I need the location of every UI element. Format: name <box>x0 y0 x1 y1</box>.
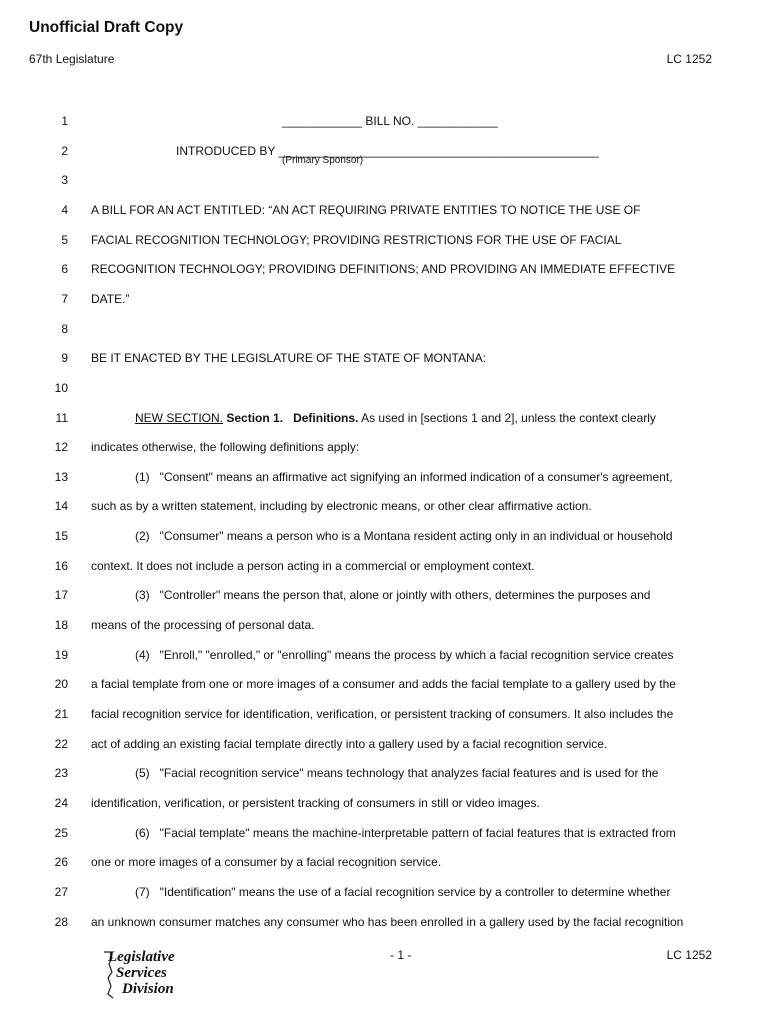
bill-line <box>0 144 770 162</box>
line-text: RECOGNITION TECHNOLOGY; PROVIDING DEFINITIONS; AND PROVIDING AN IMMEDIATE EFFECTIVE <box>91 262 676 277</box>
line-number: 20 <box>54 677 68 692</box>
primary-sponsor-note: (Primary Sponsor) <box>282 155 364 166</box>
line-number: 6 <box>61 262 68 277</box>
line-number: 8 <box>61 321 68 336</box>
line-number: 14 <box>54 499 68 514</box>
bill-line <box>0 233 770 251</box>
new-section-label: NEW SECTION. <box>135 410 224 425</box>
bill-line <box>0 885 770 903</box>
line-text: facial recognition service for identification, verification, or persistent tracking of consumers. It also includes the <box>91 707 674 721</box>
line-text: (6) "Facial template" means the machine-interpretable pattern of facial features that is extracted from <box>135 825 676 840</box>
lc-number-top: LC 1252 <box>666 52 712 66</box>
bill-line <box>0 737 770 755</box>
bill-line <box>0 766 770 784</box>
line-number: 27 <box>54 884 68 899</box>
line-text: such as by a written statement, including by electronic means, or other clear affirmative action. <box>91 499 592 514</box>
page-number: - 1 - <box>390 948 412 962</box>
line-text: context. It does not include a person acting in a commercial or employment context. <box>91 558 535 573</box>
line-text: a facial template from one or more images of a consumer and adds the facial template to a gallery used by the <box>91 677 676 692</box>
line-number: 15 <box>54 529 68 544</box>
bill-line <box>0 559 770 577</box>
bill-line <box>0 292 770 310</box>
bill-line <box>0 677 770 695</box>
line-number: 16 <box>54 558 68 573</box>
bill-line <box>0 351 770 369</box>
line-number: 3 <box>61 173 68 188</box>
bill-number: ____________ BILL NO. ____________ <box>282 114 498 128</box>
line-text: means of the processing of personal data. <box>91 618 315 633</box>
lc-number-bottom: LC 1252 <box>666 948 712 962</box>
draft-title: Unofficial Draft Copy <box>29 19 184 36</box>
line-text: (1) "Consent" means an affirmative act signifying an informed indication of a consumer's agreement, <box>135 469 673 484</box>
bill-line <box>0 173 770 191</box>
line-number: 13 <box>54 469 68 484</box>
line-number: 25 <box>54 825 68 840</box>
line-number: 4 <box>61 202 68 217</box>
line-text: (5) "Facial recognition service" means technology that analyzes facial features and is used for the <box>135 766 659 781</box>
bill-line <box>0 470 770 488</box>
bill-line <box>0 440 770 458</box>
line-text: DATE.” <box>91 291 130 306</box>
bill-line <box>0 114 770 132</box>
bill-line <box>0 529 770 547</box>
bill-line <box>0 648 770 666</box>
line-number: 7 <box>61 291 68 306</box>
logo-line-1: Legislative <box>108 949 175 965</box>
line-text: one or more images of a consumer by a facial recognition service. <box>91 855 442 870</box>
line-text: (4) "Enroll," "enrolled," or "enrolling" means the process by which a facial recognition service creates <box>135 647 674 662</box>
logo-line-3: Division <box>122 981 174 997</box>
bill-line <box>0 381 770 399</box>
line-number: 12 <box>54 440 68 455</box>
line-number: 2 <box>61 143 68 158</box>
line-number: 19 <box>54 647 68 662</box>
legislative-services-logo <box>100 948 200 1000</box>
bill-line <box>0 826 770 844</box>
line-text: (3) "Controller" means the person that, alone or jointly with others, determines the purposes and <box>135 588 651 603</box>
logo-line-2: Services <box>116 965 167 981</box>
line-text: A BILL FOR AN ACT ENTITLED: “AN ACT REQUIRING PRIVATE ENTITIES TO NOTICE THE USE OF <box>91 202 641 217</box>
line-number: 24 <box>54 795 68 810</box>
section-number: Section 1. <box>226 410 284 425</box>
line-number: 5 <box>61 232 68 247</box>
line-number: 1 <box>61 114 68 128</box>
introduced-by: INTRODUCED BY ________________________________________________ <box>176 143 599 158</box>
line-text: (7) "Identification" means the use of a facial recognition service by a controller to determine whether <box>135 884 671 899</box>
line-number: 18 <box>54 618 68 633</box>
line-number: 11 <box>55 410 68 425</box>
bill-line <box>0 203 770 221</box>
line-text: act of adding an existing facial template directly into a gallery used by a facial recognition service. <box>91 736 608 751</box>
section-text: As used in [sections 1 and 2], unless the context clearly <box>358 410 656 425</box>
bill-line <box>0 411 770 429</box>
line-number: 17 <box>54 588 68 603</box>
bill-line <box>0 915 770 933</box>
line-number: 23 <box>54 766 68 781</box>
legislature-label: 67th Legislature <box>29 52 115 66</box>
line-text <box>91 411 714 425</box>
bill-line <box>0 262 770 280</box>
line-text: identification, verification, or persistent tracking of consumers in still or video images. <box>91 795 540 810</box>
bill-line <box>0 796 770 814</box>
bill-line <box>0 588 770 606</box>
line-number: 22 <box>54 736 68 751</box>
bill-line <box>0 499 770 517</box>
line-text: indicates otherwise, the following definitions apply: <box>91 440 360 455</box>
line-number: 10 <box>54 380 68 395</box>
bill-line <box>0 707 770 725</box>
line-text: FACIAL RECOGNITION TECHNOLOGY; PROVIDING RESTRICTIONS FOR THE USE OF FACIAL <box>91 232 622 247</box>
line-number: 26 <box>54 855 68 870</box>
bill-line <box>0 322 770 340</box>
line-text: an unknown consumer matches any consumer who has been enrolled in a gallery used by the facial recognition <box>91 914 684 929</box>
bill-line <box>0 618 770 636</box>
line-number: 9 <box>61 351 68 366</box>
line-text: (2) "Consumer" means a person who is a Montana resident acting only in an individual or household <box>135 529 673 544</box>
line-number: 28 <box>54 914 68 929</box>
section-heading: Definitions. <box>293 410 359 425</box>
line-text: BE IT ENACTED BY THE LEGISLATURE OF THE STATE OF MONTANA: <box>91 351 486 366</box>
line-number: 21 <box>54 707 68 721</box>
bill-line <box>0 855 770 873</box>
